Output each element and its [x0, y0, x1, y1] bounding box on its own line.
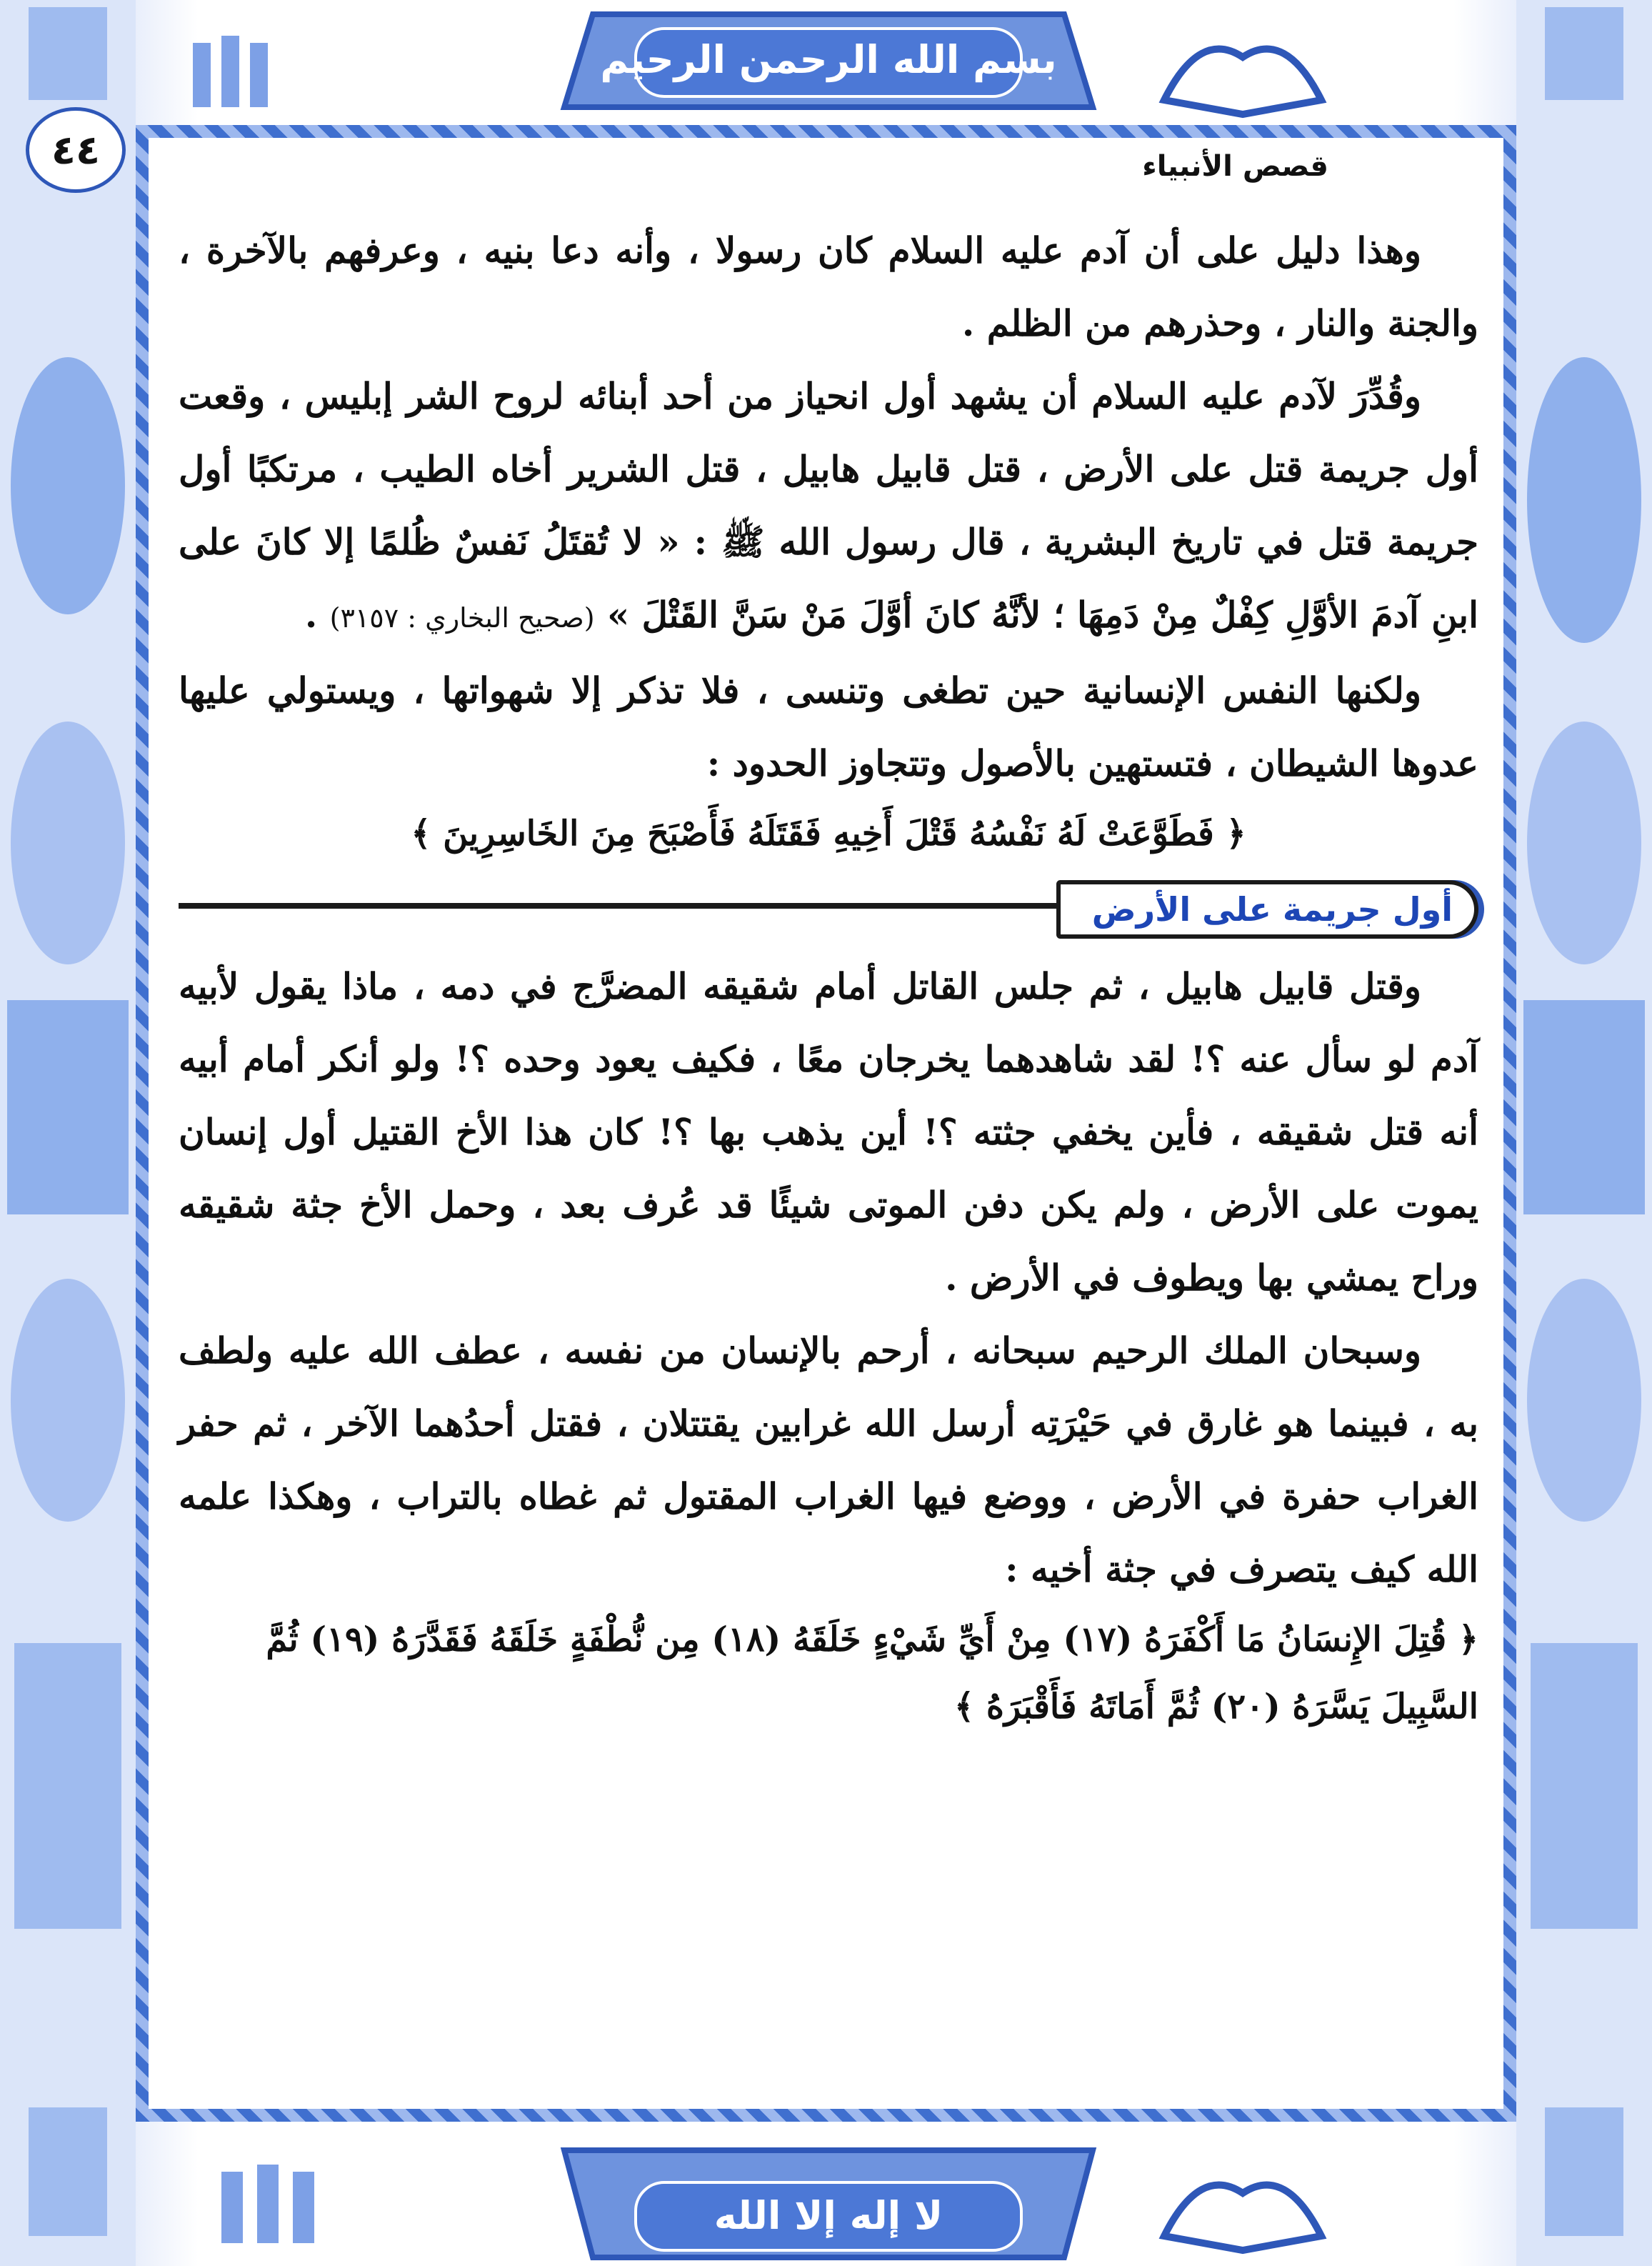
footer-shahada: لا إله إلا الله — [714, 2193, 943, 2238]
hadith-citation: (صحيح البخاري : ٣١٥٧) — [329, 602, 595, 634]
quran-verse-2: ﴿ قُتِلَ الإِنسَانُ مَا أَكْفَرَهُ (١٧) مِنْ أَيِّ شَيْءٍ خَلَقَهُ (١٨) مِن نُّطْفَةٍ خَلَقَهُ فَقَدَّرَهُ (١٩) ثُمَّ السَّبِيلَ يَسَّرَهُ (٢٠) ثُمَّ أَمَاتَهُ فَأَقْبَرَهُ ﴾ — [266, 1619, 1478, 1727]
candles-icon — [29, 7, 107, 100]
calligraphy-medallion-icon — [1527, 722, 1641, 964]
page-number: ٤٤ — [26, 107, 126, 193]
paragraph-3: ولكنها النفس الإنسانية حين تطغى وتنسى ، فلا تذكر إلا شهواتها ، ويستولي عليها عدوها الشيطان ، فتستهين بالأصول وتتجاوز الحدود : — [179, 669, 1478, 784]
left-decorative-border — [0, 0, 136, 2266]
open-book-icon — [1157, 14, 1328, 121]
calligraphy-medallion-icon — [11, 1279, 125, 1522]
kaaba-icon — [7, 1000, 129, 1214]
calligraphy-medallion-icon — [11, 722, 125, 964]
book-icon — [1545, 7, 1623, 100]
paragraph-1: وهذا دليل على أن آدم عليه السلام كان رسولا ، وأنه دعا بنيه ، وعرفهم بالآخرة ، والجنة والنار ، وحذرهم من الظلم . — [179, 229, 1478, 344]
calligraphy-medallion-icon — [11, 357, 125, 614]
page-content — [179, 171, 1478, 2093]
header-banner — [550, 0, 1107, 114]
paragraph-2-end: . — [304, 594, 330, 636]
mosque-icon — [1531, 1643, 1638, 1929]
calligraphy-medallion-icon — [1527, 1279, 1641, 1522]
candles-icon — [214, 2143, 329, 2250]
footer-banner — [550, 2143, 1107, 2266]
paragraph-5: وسبحان الملك الرحيم سبحانه ، أرحم بالإنسان من نفسه ، عطف الله عليه ولطف به ، فبينما هو غارق في حَيْرَتِه أرسل الله غرابين يقتتلان ، فقتل أحدُهما الآخر ، ثم حفر الغراب حفرة في الأرض ، ووضع فيها الغراب المقتول ثم غطاه بالتراب ، وهكذا علمه الله كيف يتصرف في جثة أخيه : — [179, 1329, 1478, 1590]
book-icon — [1545, 2107, 1623, 2236]
paragraph-2 — [179, 360, 1478, 654]
paragraph-2-text: وقُدِّرَ لآدم عليه السلام أن يشهد أول انحياز من أحد أبنائه لروح الشر إبليس ، وقعت أول جريمة قتل على الأرض ، قتل قابيل هابيل ، قتل الشرير أخاه الطيب ، مرتكبًا أول جريمة قتل في تاريخ البشرية ، قال رسول الله ﷺ : « لا تُقتَلُ نَفسٌ ظُلمًا إلا كانَ على ابنِ آدمَ الأوَّلِ كِفْلٌ مِنْ دَمِهَا ؛ لأنَّهُ كانَ أوَّلَ مَنْ سَنَّ القَتْلَ » — [179, 375, 1478, 636]
mosque-icon — [14, 1643, 121, 1929]
open-book-icon — [1157, 2150, 1328, 2257]
candles-icon — [29, 2107, 107, 2236]
section-heading: أول جريمة على الأرض — [1056, 880, 1478, 939]
right-decorative-border — [1516, 0, 1652, 2266]
running-head: قصص الأنبياء — [1142, 150, 1328, 183]
section-heading-block — [179, 872, 1478, 943]
header-basmala: بسم الله الرحمن الرحيم — [600, 37, 1057, 82]
paragraph-4: وقتل قابيل هابيل ، ثم جلس القاتل أمام شقيقه المضرَّج في دمه ، ماذا يقول لأبيه آدم لو سأل عنه ؟! لقد شاهدهما يخرجان معًا ، فكيف يعود وحده ؟! ولو أنكر أمام أبيه أنه قتل شقيقه ، فأين يخفي جثته ؟! أين يذهب بها ؟! كان هذا الأخ القتيل أول إنسان يموت على الأرض ، ولم يكن دفن الموتى شيئًا قد عُرف بعد ، وحمل الأخ جثة شقيقه وراح يمشي بها ويطوف في الأرض . — [179, 965, 1478, 1299]
calligraphy-medallion-icon — [1527, 357, 1641, 643]
quran-verse-1: ﴿ فَطَوَّعَتْ لَهُ نَفْسُهُ قَتْلَ أَخِيهِ فَقَتَلَهُ فَأَصْبَحَ مِنَ الخَاسِرِينَ ﴾ — [411, 814, 1246, 854]
kaaba-icon — [1523, 1000, 1645, 1214]
candles-icon — [186, 14, 279, 114]
